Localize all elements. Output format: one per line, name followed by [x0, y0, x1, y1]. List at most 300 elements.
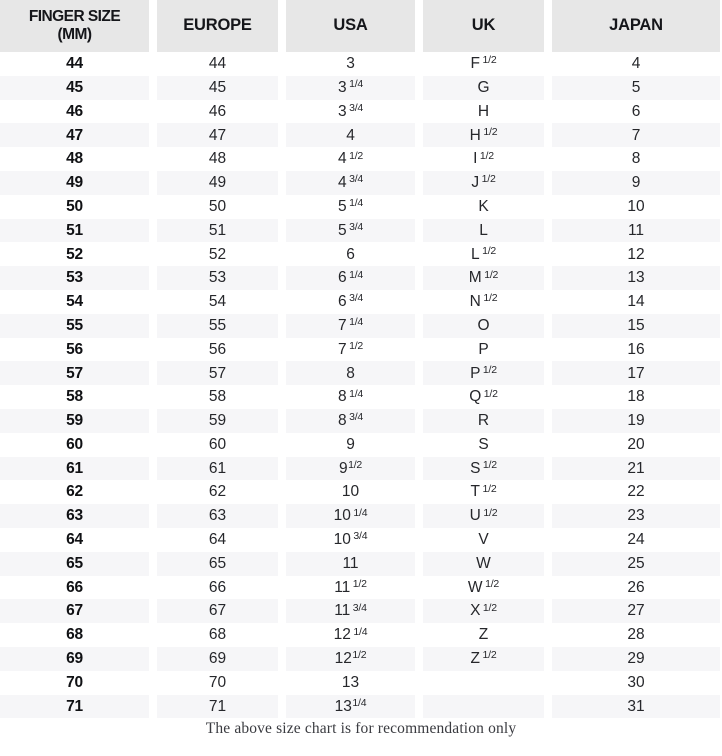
cell-uk-value: L	[470, 245, 480, 263]
cell-europe-value: 45	[208, 78, 227, 96]
cell-finger-size	[0, 599, 149, 623]
column-gutter	[544, 266, 552, 290]
column-gutter	[415, 242, 423, 266]
cell-usa: 8 3/4	[286, 409, 415, 433]
cell-uk-value: M	[468, 269, 482, 287]
cell-uk: L 1/2	[470, 244, 497, 263]
cell-europe	[157, 76, 278, 100]
cell-uk-value: W	[467, 578, 483, 596]
column-gutter	[278, 504, 286, 528]
cell-uk-value: T	[470, 483, 480, 501]
column-gutter	[544, 171, 552, 195]
column-gutter	[415, 457, 423, 481]
cell-finger-size	[0, 647, 149, 671]
column-gutter	[544, 480, 552, 504]
column-header-japan-label: JAPAN	[609, 16, 663, 35]
column-gutter	[278, 480, 286, 504]
column-gutter	[544, 623, 552, 647]
cell-uk-value: P	[470, 364, 481, 382]
column-header-europe	[157, 0, 278, 52]
cell-usa: 4 1/2	[337, 149, 364, 168]
cell-finger-size	[0, 480, 149, 504]
cell-japan	[552, 338, 720, 362]
cell-japan-value: 23	[627, 507, 645, 525]
cell-usa: 5 3/4	[286, 219, 415, 243]
column-gutter	[278, 433, 286, 457]
cell-finger-size	[0, 100, 149, 124]
cell-europe-value: 63	[208, 507, 227, 525]
cell-europe-value: 58	[208, 388, 227, 406]
cell-japan-value: 4	[631, 55, 641, 73]
cell-uk: N 1/2	[469, 292, 498, 311]
column-gutter	[149, 361, 157, 385]
column-gutter	[544, 504, 552, 528]
cell-japan	[552, 695, 720, 719]
cell-usa: 7 1/2	[337, 339, 364, 358]
cell-japan-value: 26	[627, 578, 645, 596]
table-row	[0, 338, 722, 362]
cell-uk-value: I	[473, 150, 478, 168]
cell-usa-value: 10	[333, 531, 351, 549]
cell-usa-value: 8	[346, 364, 355, 382]
cell-usa-value: 9	[346, 435, 355, 453]
cell-finger-size	[0, 409, 149, 433]
cell-usa-value: 11	[334, 602, 351, 620]
cell-finger-size	[0, 457, 149, 481]
cell-finger-size-value: 64	[66, 531, 83, 549]
column-gutter	[149, 695, 157, 719]
cell-europe-value: 56	[208, 340, 227, 358]
cell-europe	[157, 242, 278, 266]
column-gutter	[149, 100, 157, 124]
cell-uk	[423, 528, 544, 552]
cell-finger-size	[0, 123, 149, 147]
cell-usa-value: 4	[337, 174, 347, 192]
cell-uk-value: V	[478, 531, 489, 549]
cell-usa	[286, 123, 415, 147]
cell-japan-value: 29	[627, 650, 645, 668]
column-gutter	[278, 457, 286, 481]
cell-japan	[552, 647, 720, 671]
cell-usa	[286, 433, 415, 457]
cell-finger-size-value: 45	[66, 78, 83, 96]
column-gutter	[278, 409, 286, 433]
column-gutter	[415, 599, 423, 623]
cell-europe-value: 46	[208, 102, 227, 120]
column-gutter	[544, 123, 552, 147]
column-gutter	[415, 433, 423, 457]
column-gutter	[149, 147, 157, 171]
cell-europe	[157, 385, 278, 409]
cell-europe	[157, 599, 278, 623]
cell-usa-value: 6	[337, 269, 347, 287]
column-gutter	[415, 647, 423, 671]
cell-uk: M 1/2	[423, 266, 544, 290]
column-gutter	[278, 52, 286, 76]
cell-europe	[157, 338, 278, 362]
table-row	[0, 480, 722, 504]
column-gutter	[415, 623, 423, 647]
cell-usa	[286, 242, 415, 266]
cell-finger-size	[0, 576, 149, 600]
cell-japan-value: 5	[631, 78, 641, 96]
column-gutter	[415, 671, 423, 695]
cell-japan-value: 28	[627, 626, 645, 644]
cell-finger-size-value: 61	[66, 459, 83, 477]
cell-japan	[552, 623, 720, 647]
column-gutter	[544, 695, 552, 719]
chart-footnote: The above size chart is for recommendation only	[205, 720, 517, 737]
table-row	[0, 671, 722, 695]
cell-uk-value: S	[470, 459, 481, 477]
cell-europe-value: 69	[208, 650, 227, 668]
cell-finger-size	[0, 671, 149, 695]
cell-europe-value: 71	[208, 697, 227, 715]
column-gutter	[544, 528, 552, 552]
cell-uk-value: L	[479, 221, 488, 239]
table-row	[0, 147, 722, 171]
cell-usa-value: 12	[334, 650, 352, 668]
cell-japan-value: 30	[627, 673, 645, 691]
cell-japan	[552, 385, 720, 409]
column-gutter	[544, 290, 552, 314]
cell-finger-size	[0, 290, 149, 314]
cell-usa	[286, 361, 415, 385]
column-gutter	[278, 338, 286, 362]
cell-japan-value: 13	[627, 269, 645, 287]
cell-japan	[552, 361, 720, 385]
cell-europe	[157, 695, 278, 719]
column-gutter	[544, 599, 552, 623]
table-row	[0, 695, 722, 719]
cell-finger-size	[0, 219, 149, 243]
cell-usa	[286, 552, 415, 576]
column-gutter	[544, 52, 552, 76]
cell-usa: 10 3/4	[333, 530, 368, 549]
table-row	[0, 647, 722, 671]
cell-japan-value: 12	[627, 245, 645, 263]
cell-finger-size-value: 50	[66, 197, 83, 215]
cell-japan	[552, 147, 720, 171]
table-row	[0, 457, 722, 481]
cell-europe	[157, 52, 278, 76]
cell-usa-value: 9	[338, 459, 348, 477]
cell-finger-size-value: 56	[66, 340, 83, 358]
column-gutter	[415, 576, 423, 600]
cell-uk: Z 1/2	[423, 647, 544, 671]
column-gutter	[149, 123, 157, 147]
cell-uk	[423, 219, 544, 243]
cell-finger-size	[0, 242, 149, 266]
table-row	[0, 361, 722, 385]
column-gutter	[544, 457, 552, 481]
cell-usa: 12 1/4	[333, 625, 368, 644]
cell-finger-size-value: 60	[66, 435, 83, 453]
column-gutter	[544, 576, 552, 600]
column-gutter	[278, 123, 286, 147]
table-row	[0, 599, 722, 623]
cell-finger-size	[0, 338, 149, 362]
cell-europe	[157, 266, 278, 290]
column-gutter	[415, 266, 423, 290]
cell-japan	[552, 457, 720, 481]
cell-uk	[423, 195, 544, 219]
column-gutter	[149, 219, 157, 243]
cell-europe-value: 48	[208, 150, 227, 168]
column-gutter	[149, 552, 157, 576]
table-row	[0, 219, 722, 243]
column-gutter	[278, 290, 286, 314]
cell-uk	[423, 671, 544, 695]
cell-uk: S 1/2	[423, 457, 544, 481]
cell-usa-value: 6	[346, 245, 355, 263]
cell-usa-value: 10	[341, 483, 360, 501]
column-gutter	[415, 480, 423, 504]
column-gutter	[149, 314, 157, 338]
column-gutter	[278, 599, 286, 623]
cell-uk: W 1/2	[467, 577, 500, 596]
cell-europe	[157, 123, 278, 147]
cell-japan	[552, 290, 720, 314]
cell-europe	[157, 195, 278, 219]
cell-japan	[552, 171, 720, 195]
cell-japan-value: 9	[631, 174, 641, 192]
cell-japan-value: 27	[627, 602, 645, 620]
column-gutter	[415, 361, 423, 385]
cell-uk-value: O	[477, 316, 490, 334]
cell-finger-size	[0, 171, 149, 195]
column-header-uk	[423, 0, 544, 52]
cell-finger-size	[0, 504, 149, 528]
cell-europe-value: 57	[208, 364, 227, 382]
column-gutter	[415, 123, 423, 147]
cell-uk-value: F	[470, 55, 480, 73]
table-row	[0, 123, 722, 147]
cell-japan-value: 14	[627, 293, 645, 311]
column-gutter	[415, 504, 423, 528]
column-gutter	[278, 314, 286, 338]
cell-europe-value: 60	[208, 435, 227, 453]
cell-finger-size-value: 59	[66, 412, 83, 430]
column-gutter	[278, 266, 286, 290]
column-gutter	[149, 338, 157, 362]
cell-usa: 12 1/2	[286, 647, 415, 671]
column-gutter	[544, 76, 552, 100]
cell-usa: 6 1/4	[286, 266, 415, 290]
table-row	[0, 100, 722, 124]
column-gutter	[149, 647, 157, 671]
table-row	[0, 528, 722, 552]
table-row	[0, 76, 722, 100]
cell-uk: T 1/2	[470, 482, 497, 501]
cell-europe	[157, 623, 278, 647]
column-header-finger-size-line2: (MM)	[57, 26, 92, 43]
cell-usa: 4 3/4	[286, 171, 415, 195]
cell-finger-size-value: 70	[66, 673, 83, 691]
cell-finger-size-value: 65	[66, 554, 83, 572]
cell-europe-value: 53	[208, 269, 227, 287]
table-row	[0, 504, 722, 528]
cell-europe-value: 59	[208, 412, 227, 430]
cell-japan-value: 21	[627, 459, 645, 477]
cell-usa-value: 3	[337, 102, 347, 120]
cell-japan	[552, 671, 720, 695]
cell-uk-value: W	[476, 554, 491, 572]
cell-europe-value: 50	[208, 197, 227, 215]
column-gutter	[544, 195, 552, 219]
cell-europe	[157, 361, 278, 385]
cell-uk-value: U	[469, 507, 481, 525]
cell-uk	[423, 314, 544, 338]
cell-usa: 9 1/2	[286, 457, 415, 481]
table-row	[0, 576, 722, 600]
cell-usa-value: 5	[337, 221, 347, 239]
cell-japan	[552, 433, 720, 457]
cell-usa-value: 3	[337, 78, 347, 96]
cell-usa	[286, 52, 415, 76]
column-header-usa-label: USA	[333, 16, 368, 35]
column-gutter	[149, 76, 157, 100]
cell-usa-value: 3	[346, 55, 355, 73]
cell-japan	[552, 76, 720, 100]
table-row	[0, 242, 722, 266]
cell-uk	[423, 338, 544, 362]
cell-finger-size	[0, 433, 149, 457]
cell-uk-value: P	[478, 340, 489, 358]
cell-usa: 3 3/4	[337, 101, 364, 120]
cell-uk	[423, 76, 544, 100]
cell-europe-value: 52	[208, 245, 227, 263]
cell-japan-value: 6	[631, 102, 641, 120]
cell-europe	[157, 457, 278, 481]
cell-japan	[552, 480, 720, 504]
column-gutter	[415, 314, 423, 338]
cell-europe-value: 51	[208, 221, 227, 239]
cell-japan-value: 7	[631, 126, 641, 144]
cell-usa: 11 3/4	[286, 599, 415, 623]
cell-uk	[423, 623, 544, 647]
cell-finger-size-value: 47	[66, 126, 83, 144]
cell-uk-value: Z	[470, 650, 480, 668]
column-gutter	[278, 0, 286, 52]
column-gutter	[415, 695, 423, 719]
column-gutter	[149, 480, 157, 504]
table-row	[0, 433, 722, 457]
cell-europe	[157, 409, 278, 433]
cell-uk-value: Q	[469, 388, 482, 406]
column-gutter	[278, 147, 286, 171]
cell-finger-size	[0, 695, 149, 719]
column-gutter	[544, 409, 552, 433]
cell-finger-size-value: 55	[66, 316, 83, 334]
cell-usa: 13 1/4	[286, 695, 415, 719]
cell-uk	[423, 552, 544, 576]
cell-finger-size-value: 57	[66, 364, 83, 382]
cell-finger-size-value: 69	[66, 650, 83, 668]
column-gutter	[544, 242, 552, 266]
cell-japan	[552, 528, 720, 552]
cell-japan	[552, 409, 720, 433]
cell-europe	[157, 671, 278, 695]
cell-uk: Q 1/2	[469, 387, 498, 406]
cell-japan-value: 25	[627, 554, 645, 572]
column-gutter	[149, 409, 157, 433]
cell-europe	[157, 576, 278, 600]
column-gutter	[278, 576, 286, 600]
cell-usa-value: 10	[333, 507, 351, 525]
cell-uk-value: J	[471, 174, 480, 192]
column-gutter	[544, 0, 552, 52]
cell-europe-value: 67	[208, 602, 227, 620]
column-gutter	[149, 171, 157, 195]
cell-europe	[157, 171, 278, 195]
table-row	[0, 171, 722, 195]
cell-uk: J 1/2	[423, 171, 544, 195]
column-gutter	[544, 147, 552, 171]
column-gutter	[149, 0, 157, 52]
column-gutter	[278, 171, 286, 195]
table-row	[0, 314, 722, 338]
cell-uk-value: N	[469, 293, 481, 311]
cell-usa-value: 11	[342, 554, 359, 572]
cell-finger-size	[0, 552, 149, 576]
column-gutter	[415, 338, 423, 362]
column-gutter	[544, 314, 552, 338]
column-gutter	[544, 671, 552, 695]
column-gutter	[278, 219, 286, 243]
cell-finger-size	[0, 361, 149, 385]
cell-japan-value: 20	[627, 435, 645, 453]
cell-europe	[157, 290, 278, 314]
column-gutter	[415, 219, 423, 243]
cell-usa-value: 13	[341, 673, 360, 691]
column-gutter	[278, 76, 286, 100]
column-header-finger-size	[0, 0, 149, 52]
column-gutter	[544, 552, 552, 576]
column-gutter	[149, 195, 157, 219]
cell-finger-size	[0, 266, 149, 290]
table-body	[0, 52, 722, 718]
column-gutter	[544, 338, 552, 362]
column-header-usa	[286, 0, 415, 52]
cell-finger-size	[0, 385, 149, 409]
cell-usa-value: 6	[337, 293, 347, 311]
column-gutter	[149, 433, 157, 457]
cell-uk: H 1/2	[423, 123, 544, 147]
column-gutter	[149, 52, 157, 76]
table-header-row	[0, 0, 722, 52]
cell-europe-value: 68	[208, 626, 227, 644]
cell-japan-value: 16	[627, 340, 645, 358]
cell-uk-value: G	[477, 78, 490, 96]
column-gutter	[415, 528, 423, 552]
cell-usa: 7 1/4	[286, 314, 415, 338]
cell-uk-value: H	[469, 126, 481, 144]
column-gutter	[544, 100, 552, 124]
cell-japan	[552, 123, 720, 147]
cell-europe-value: 65	[208, 554, 227, 572]
cell-usa-value: 11	[334, 578, 351, 596]
cell-uk	[423, 100, 544, 124]
cell-finger-size-value: 46	[66, 102, 83, 120]
cell-uk	[423, 409, 544, 433]
cell-uk-value: H	[477, 102, 490, 120]
column-gutter	[149, 266, 157, 290]
column-gutter	[149, 290, 157, 314]
cell-finger-size-value: 67	[66, 602, 83, 620]
column-gutter	[149, 242, 157, 266]
cell-finger-size	[0, 314, 149, 338]
